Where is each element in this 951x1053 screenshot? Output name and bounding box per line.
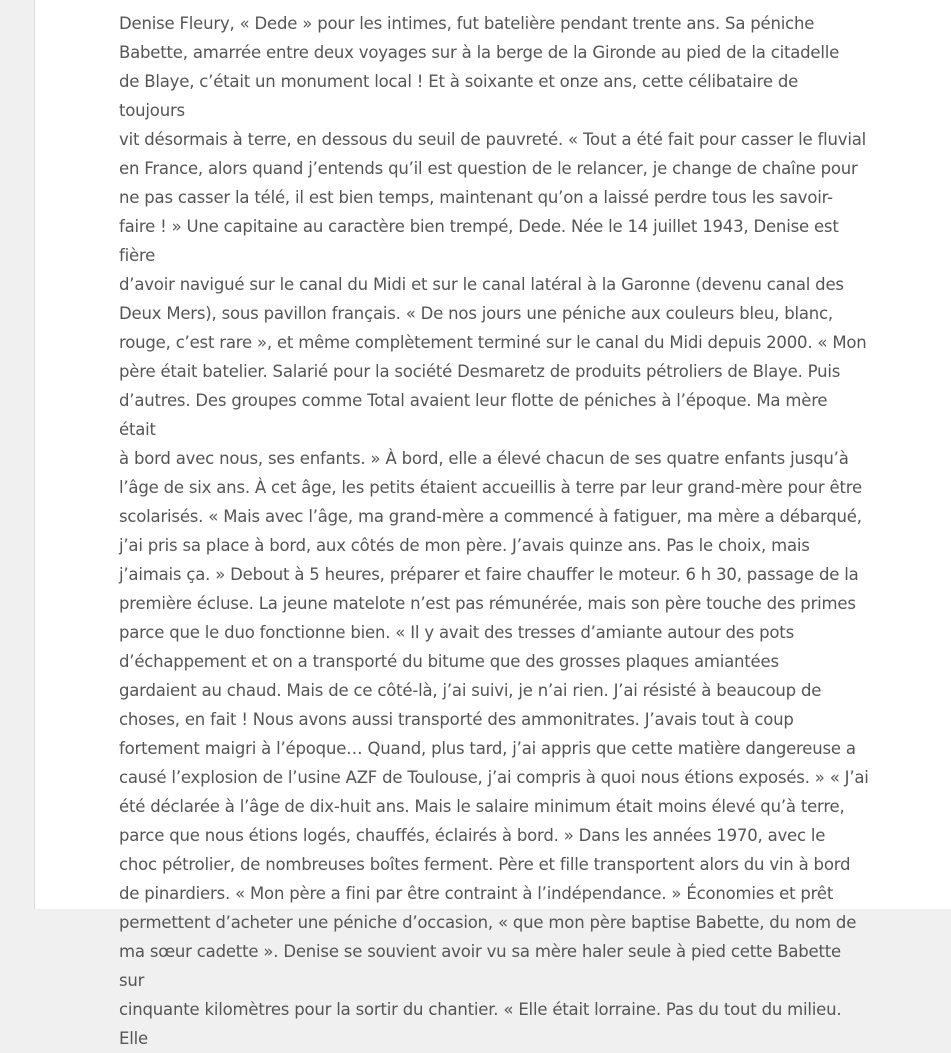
article-paragraph: Denise Fleury, « Dede » pour les intimes, fut batelière pendant trente ans. Sa péniche Babette, amarrée entre deux voyages sur à la berge de la Gironde au pied de la citadelle de Blaye, c’était un monument local ! Et à soixante et onze ans, cette célibataire de toujours vit désormais à terre, en dessous du seuil de pauvreté. « Tout a été fait pour casser le fluvial en France, alors quand j’entends qu’il est question de le relancer, je change de chaîne pour ne pas casser la télé, il est bien temps, maintenant qu’on a laissé perdre tous les savoir- faire ! » Une capitaine au caractère bien trempé, Dede. Née le 14 juillet 1943, Denise est fière d’avoir navigué sur le canal du Midi et sur le canal latéral à la Garonne (devenu canal des Deux Mers), sous pavillon français. « De nos jours une péniche aux couleurs bleu, blanc, rouge, c’est rare », et même complètement terminé sur le canal du Midi depuis 2000. « Mon père était batelier. Salarié pour la société Desmaretz de produits pétroliers de Blaye. Puis d’autres. Des groupes comme Total avaient leur flotte de péniches à l’époque. Ma mère était à bord avec nous, ses enfants. » À bord, elle a élevé chacun de ses quatre enfants jusqu’à l’âge de six ans. À cet âge, les petits étaient accueillis à terre par leur grand-mère pour être scolarisés. « Mais avec l’âge, ma grand-mère a commencé à fatiguer, ma mère a débarqué, j’ai pris sa place à bord, aux côtés de mon père. J’avais quinze ans. Pas le choix, mais j’aimais ça. » Debout à 5 heures, préparer et faire chauffer le moteur. 6 h 30, passage de la première écluse. La jeune matelote n’est pas rémunérée, mais son père touche des primes parce que le duo fonctionne bien. « Il y avait des tresses d’amiante autour des pots d’échappement et on a transporté du bitume que des grosses plaques amiantées gardaient au chaud. Mais de ce côté-là, j’ai suivi, je n’ai rien. J’ai résisté à beaucoup de choses, en fait ! Nous avons aussi transporté des ammonitrates. J’avais tout à coup fortement maigri à l’époque… Quand, plus tard, j’ai appris que cette matière dangereuse a causé l’explosion de l’usine AZF de Toulouse, j’ai compris à quoi nous étions exposés. » « J’ai été déclarée à l’âge de dix-huit ans. Mais le salaire minimum était moins élevé qu’à terre, parce que nous étions logés, chauffés, éclairés à bord. » Dans les années 1970, avec le choc pétrolier, de nombreuses boîtes ferment. Père et fille transportent alors du vin à bord de pinardiers. « Mon père a fini par être contraint à l’indépendance. » Économies et prêt permettent d’acheter une péniche d’occasion, « que mon père baptise Babette, du nom de ma sœur cadette ». Denise se souvient avoir vu sa mère haler seule à pied cette Babette sur cinquante kilomètres pour la sortir du chantier. « Elle était lorraine. Pas du tout du milieu. Elle — [119, 14, 869, 1048]
page-content — [34, 0, 951, 1048]
